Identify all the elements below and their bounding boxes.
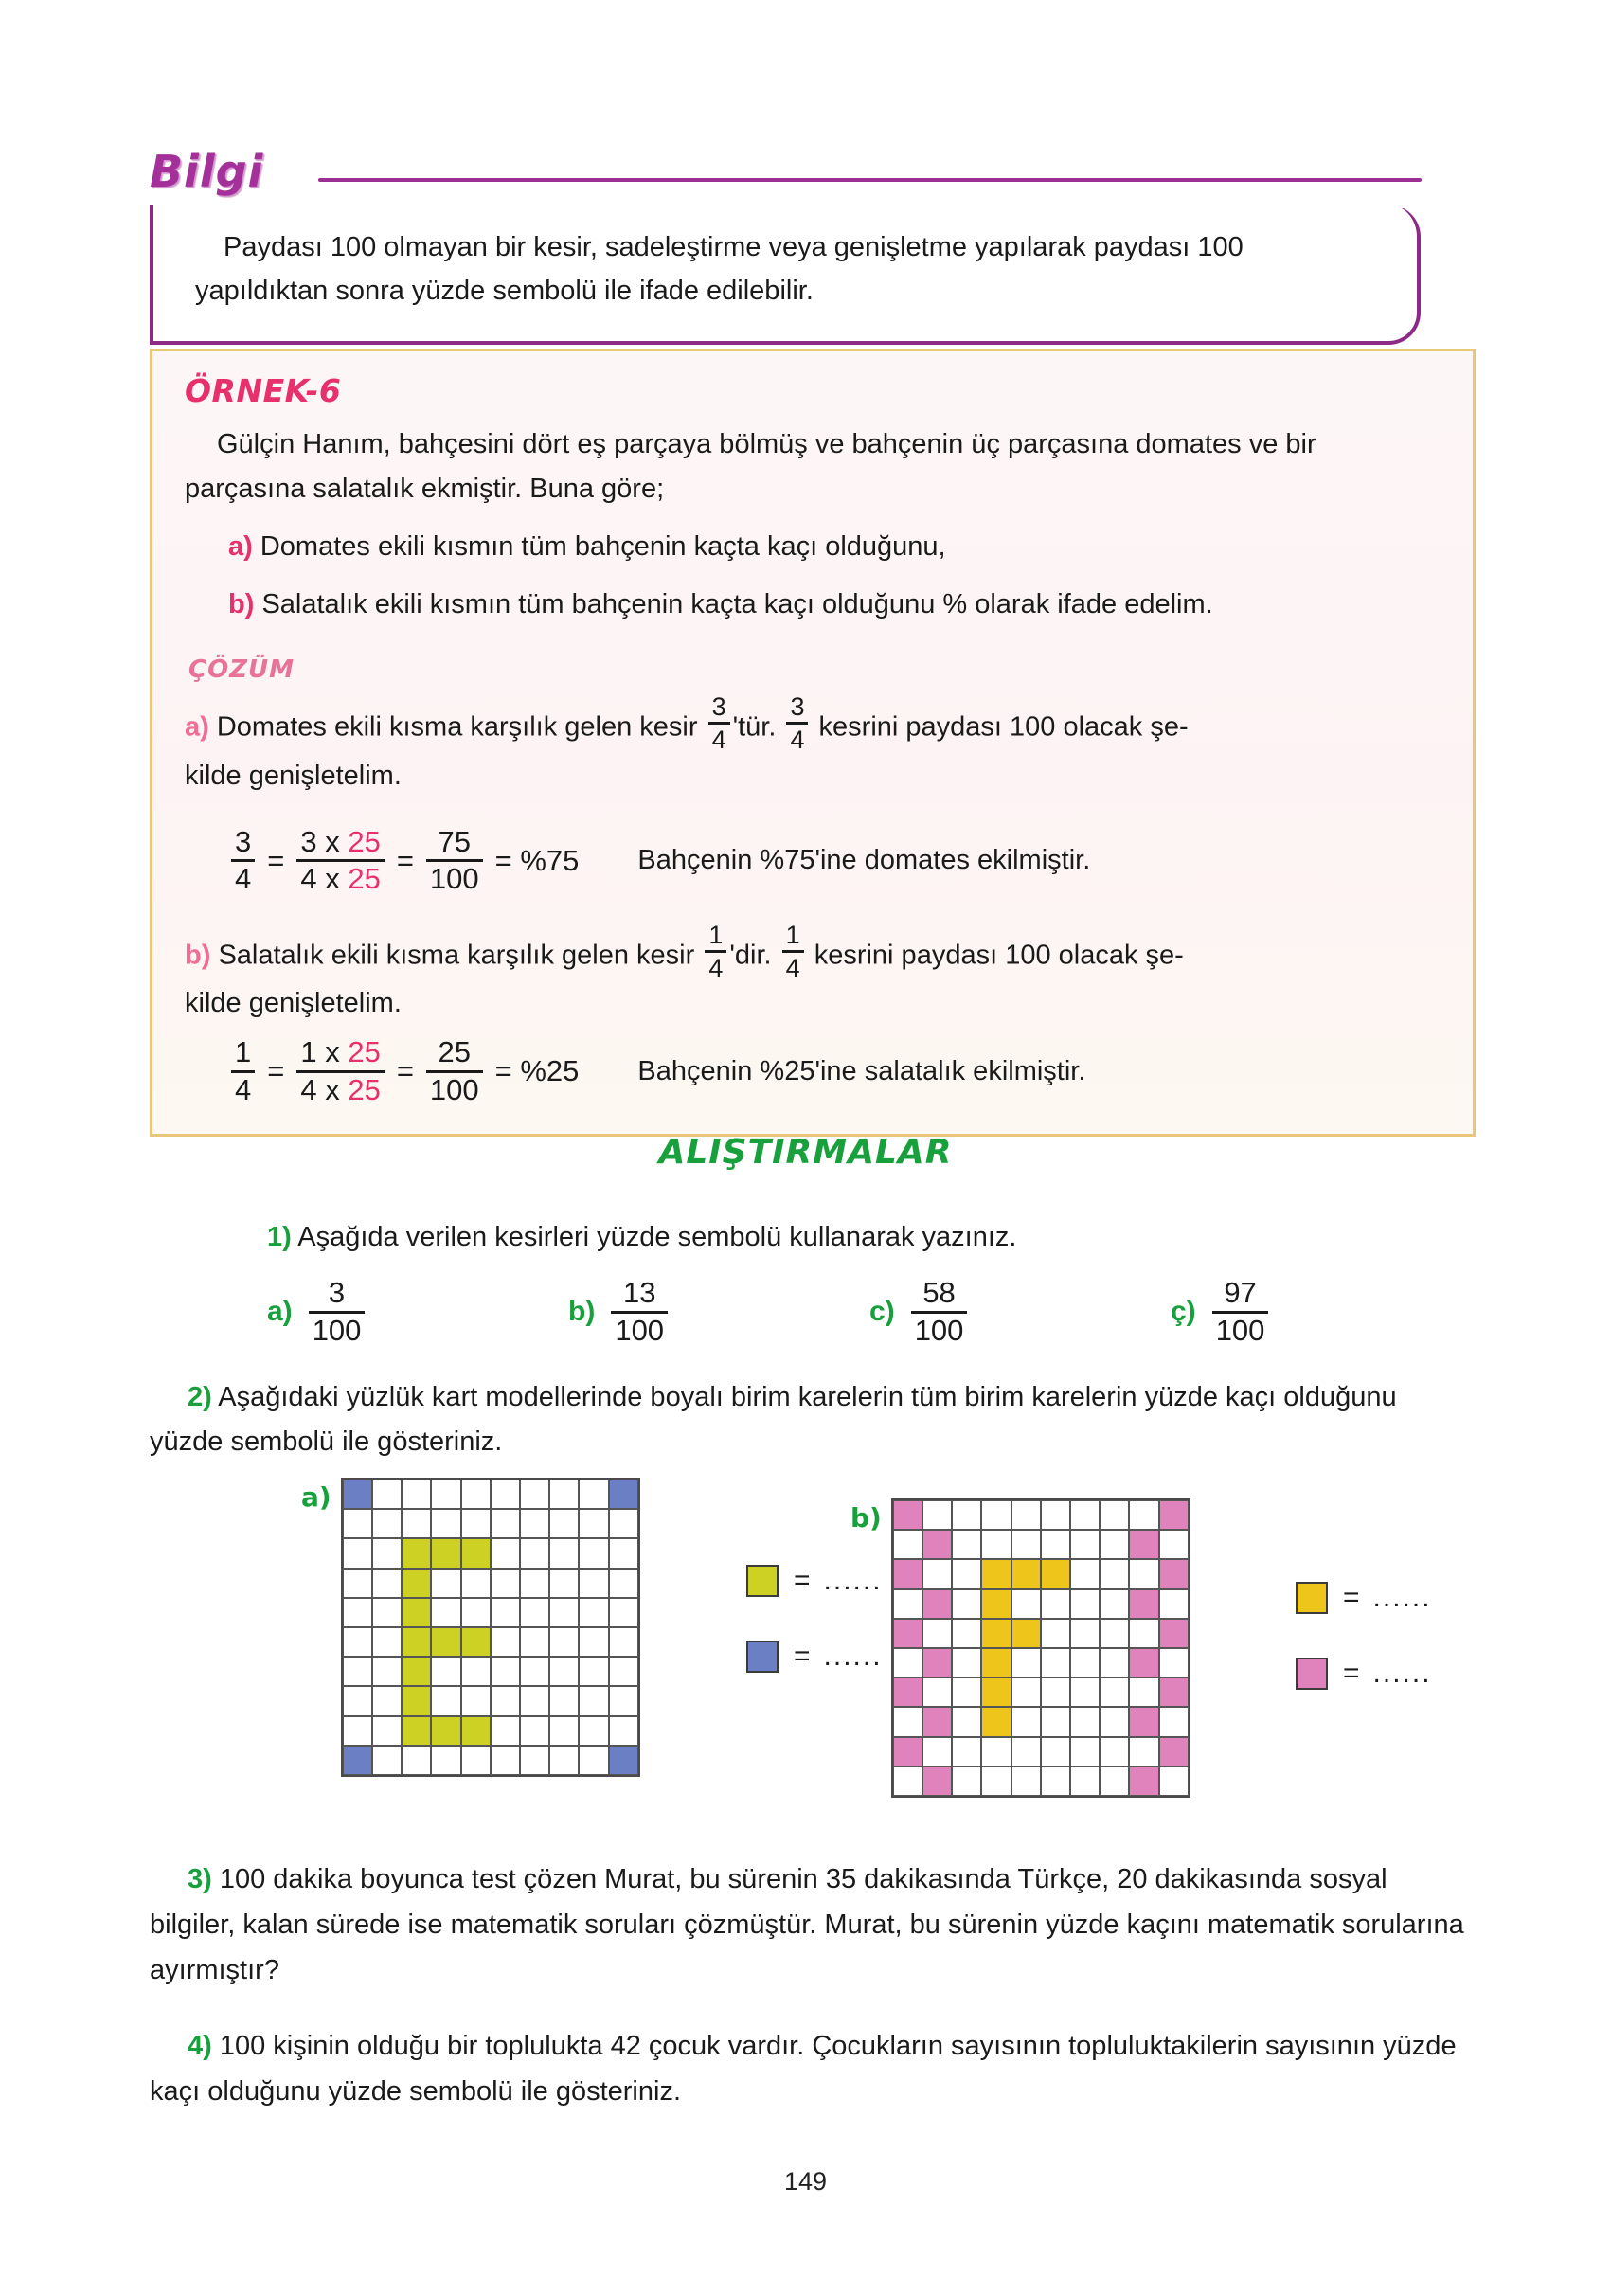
grid-cell [1011, 1737, 1041, 1767]
grid-cell [1129, 1737, 1158, 1767]
eq-a-f2: $\frac{3 x 25}{4 x 25}$ [296, 827, 384, 895]
grid-cell [1100, 1767, 1129, 1796]
exercise-1-items [267, 1278, 1479, 1346]
grid-cell [343, 1480, 372, 1509]
grid-cell [1041, 1767, 1070, 1796]
grid-cell [579, 1480, 608, 1509]
grid-cell [1129, 1619, 1158, 1648]
exercise-3-text: 100 dakika boyunca test çözen Murat, bu sürenin 35 dakikasında Türkçe, 20 dakikasında sosyal bilgiler, kalan sürede ise matematik soruları çözmüştür. Murat, bu sürenin yüzde kaçını matematik sorularına ayırmıştır? [150, 1864, 1464, 1985]
solution-a-equation [228, 824, 1441, 896]
grid-cell [1100, 1589, 1129, 1619]
fraction-c-cedilla: $\frac{97}{100}$ [1212, 1278, 1269, 1346]
grid-cell [1011, 1500, 1041, 1530]
solution-b-mid: 'dir. [729, 940, 772, 971]
eq-a-f1: $\frac{3}{4}$ [231, 827, 255, 895]
legend-swatch-pink-icon [1296, 1658, 1328, 1690]
grid-cell [1011, 1677, 1041, 1707]
eq-a-result: = %75 [494, 843, 580, 877]
grid-cell [461, 1657, 491, 1686]
grid-cell [952, 1767, 981, 1796]
grid-cell [1041, 1530, 1070, 1559]
grid-cell [952, 1648, 981, 1677]
grid-cell [1129, 1530, 1158, 1559]
legend-a-blank-2: ...... [823, 1641, 883, 1672]
hundred-grid-models [150, 1478, 1476, 1819]
grid-cell [579, 1686, 608, 1715]
eq-b-f3: $\frac{25}{100}$ [426, 1037, 483, 1105]
grid-cell [520, 1627, 549, 1657]
fraction-a: $\frac{3}{100}$ [309, 1278, 366, 1346]
eq-a-sentence: Bahçenin %75'ine domates ekilmiştir. [637, 845, 1091, 876]
legend-b-row-2 [1296, 1658, 1432, 1690]
eq-b-sentence: Bahçenin %25'ine salatalık ekilmiştir. [637, 1055, 1086, 1086]
grid-cell [893, 1619, 922, 1648]
legend-b-eq-1: = [1343, 1582, 1360, 1613]
grid-cell [549, 1538, 579, 1568]
grid-cell [1129, 1677, 1158, 1707]
grid-cell [431, 1538, 460, 1568]
grid-cell [1159, 1767, 1189, 1796]
exercise-3-label: 3) [188, 1864, 212, 1894]
grid-cell [1070, 1559, 1100, 1588]
grid-cell [549, 1569, 579, 1598]
grid-cell [372, 1569, 402, 1598]
legend-b-blank-2: ...... [1372, 1658, 1432, 1689]
grid-cell [1041, 1559, 1070, 1588]
grid-cell [981, 1589, 1011, 1619]
grid-cell [431, 1627, 460, 1657]
eq-b-f2: $\frac{1 x 25}{4 x 25}$ [296, 1037, 384, 1105]
grid-cell [1070, 1500, 1100, 1530]
grid-cell [1100, 1648, 1129, 1677]
eq-b-op1: = [267, 1054, 285, 1088]
grid-cell [1159, 1707, 1189, 1736]
grid-cell [402, 1627, 431, 1657]
grid-cell [431, 1686, 460, 1715]
exercise-3 [150, 1857, 1476, 1993]
grid-cell [491, 1746, 520, 1775]
solution-a-lead: Domates ekili kısma karşılık gelen kesir [216, 711, 698, 743]
grid-cell [461, 1598, 491, 1627]
grid-cell [579, 1627, 608, 1657]
solution-a-mid: 'tür. [732, 711, 777, 743]
grid-cell [893, 1767, 922, 1796]
solution-b-frac1: $\frac{1}{4}$ [705, 922, 726, 982]
grid-cell [1041, 1589, 1070, 1619]
grid-cell [491, 1686, 520, 1715]
grid-cell [343, 1538, 372, 1568]
grid-cell [520, 1509, 549, 1538]
grid-cell [1129, 1767, 1158, 1796]
grid-cell [491, 1716, 520, 1746]
grid-cell [579, 1538, 608, 1568]
grid-cell [402, 1746, 431, 1775]
grid-cell [1041, 1677, 1070, 1707]
model-a-label: a) [301, 1481, 331, 1513]
grid-cell [1011, 1589, 1041, 1619]
grid-cell [609, 1716, 638, 1746]
grid-cell [461, 1686, 491, 1715]
legend-a-eq-2: = [794, 1641, 811, 1672]
grid-cell [1070, 1589, 1100, 1619]
ornek-problem-text: Gülçin Hanım, bahçesini dört eş parçaya bölmüş ve bahçenin üç parçasına domates ve bir parçasına salatalık ekmiştir. Buna göre; [185, 429, 1316, 504]
exercise-2-label: 2) [188, 1382, 212, 1412]
grid-cell [491, 1598, 520, 1627]
grid-cell [893, 1707, 922, 1736]
grid-cell [893, 1677, 922, 1707]
grid-cell [372, 1716, 402, 1746]
grid-cell [1159, 1530, 1189, 1559]
legend-swatch-yellow-icon [1296, 1582, 1328, 1614]
grid-cell [372, 1480, 402, 1509]
grid-cell [1159, 1500, 1189, 1530]
exercise-2-text: Aşağıdaki yüzlük kart modellerinde boyalı birim karelerin tüm birim karelerin yüzde kaçı olduğunu yüzde sembolü ile gösteriniz. [150, 1382, 1397, 1457]
model-b-label: b) [850, 1502, 882, 1534]
grid-cell [609, 1686, 638, 1715]
legend-swatch-blue-icon [746, 1641, 779, 1673]
grid-cell [1129, 1707, 1158, 1736]
exercise-1-item-a: a) $\frac{3}{100}$ [267, 1278, 568, 1346]
legend-b-eq-2: = [1343, 1658, 1360, 1689]
grid-cell [431, 1509, 460, 1538]
grid-cell [952, 1677, 981, 1707]
grid-cell [922, 1737, 952, 1767]
eq-a-op2: = [396, 843, 414, 877]
bilgi-text-value: Paydası 100 olmayan bir kesir, sadeleştirme veya genişletme yapılarak paydası 100 yapıldıktan sonra yüzde sembolü ile ifade edilebilir. [195, 232, 1244, 306]
grid-cell [1011, 1530, 1041, 1559]
grid-cell [1070, 1677, 1100, 1707]
exercise-1-question [267, 1222, 1479, 1253]
grid-cell [981, 1619, 1011, 1648]
grid-cell [491, 1569, 520, 1598]
fraction-b: $\frac{13}{100}$ [611, 1278, 668, 1346]
grid-cell [549, 1746, 579, 1775]
grid-cell [520, 1686, 549, 1715]
grid-cell [893, 1648, 922, 1677]
grid-cell [1041, 1707, 1070, 1736]
cozum-title: ÇÖZÜM [188, 655, 295, 684]
grid-cell [461, 1509, 491, 1538]
grid-cell [520, 1716, 549, 1746]
grid-cell [579, 1716, 608, 1746]
grid-cell [549, 1627, 579, 1657]
ornek-problem [185, 422, 1441, 511]
fraction-c: $\frac{58}{100}$ [911, 1278, 968, 1346]
grid-cell [549, 1480, 579, 1509]
grid-cell [981, 1559, 1011, 1588]
grid-cell [1070, 1737, 1100, 1767]
grid-cell [981, 1677, 1011, 1707]
eq-a-op1: = [267, 843, 285, 877]
grid-cell [609, 1569, 638, 1598]
legend-a-eq-1: = [794, 1565, 811, 1596]
grid-cell [343, 1509, 372, 1538]
eq-b-f1: $\frac{1}{4}$ [231, 1037, 255, 1105]
grid-cell [609, 1657, 638, 1686]
grid-cell [343, 1627, 372, 1657]
exercise-4-label: 4) [188, 2031, 212, 2061]
alistirmalar-title: ALIŞTIRMALAR [658, 1133, 953, 1172]
grid-cell [549, 1509, 579, 1538]
solution-b-label: b) [185, 940, 211, 971]
model-b [850, 1498, 1190, 1798]
legend-swatch-yellowgreen-icon [746, 1565, 779, 1597]
ornek-item-a-label: a) [228, 531, 253, 562]
bilgi-body [150, 205, 1421, 345]
grid-cell [431, 1598, 460, 1627]
grid-cell [952, 1707, 981, 1736]
legend-b [1296, 1582, 1432, 1733]
page-number: 149 [783, 2167, 828, 2196]
grid-cell [922, 1767, 952, 1796]
solution-a [185, 693, 1441, 798]
grid-cell [1100, 1530, 1129, 1559]
grid-cell [491, 1480, 520, 1509]
grid-cell [1100, 1707, 1129, 1736]
grid-cell [609, 1538, 638, 1568]
solution-a-frac2: $\frac{3}{4}$ [786, 693, 808, 754]
grid-cell [922, 1559, 952, 1588]
ornek-title: ÖRNEK-6 [185, 372, 342, 409]
solution-a-tail2: kilde genişletelim. [185, 760, 402, 791]
solution-a-tail: kesrini paydası 100 olacak şe- [818, 711, 1189, 743]
grid-cell [922, 1530, 952, 1559]
exercise-2-question [150, 1375, 1476, 1464]
grid-cell [461, 1627, 491, 1657]
ornek-item-a [185, 525, 1441, 569]
solution-b-frac2: $\frac{1}{4}$ [782, 922, 804, 982]
grid-cell [402, 1716, 431, 1746]
grid-cell [579, 1598, 608, 1627]
grid-cell [952, 1500, 981, 1530]
grid-cell [549, 1657, 579, 1686]
grid-cell [893, 1589, 922, 1619]
grid-cell [1070, 1707, 1100, 1736]
grid-cell [1129, 1559, 1158, 1588]
grid-cell [1041, 1500, 1070, 1530]
grid-cell [1129, 1500, 1158, 1530]
grid-cell [1100, 1737, 1129, 1767]
grid-cell [520, 1480, 549, 1509]
grid-cell [372, 1598, 402, 1627]
grid-cell [343, 1716, 372, 1746]
grid-cell [1159, 1677, 1189, 1707]
grid-cell [1011, 1707, 1041, 1736]
grid-cell [372, 1509, 402, 1538]
grid-cell [461, 1538, 491, 1568]
grid-cell [520, 1538, 549, 1568]
solution-b-tail2: kilde genişletelim. [185, 988, 402, 1019]
grid-cell [343, 1686, 372, 1715]
legend-a-blank-1: ...... [823, 1565, 883, 1596]
grid-cell [981, 1500, 1011, 1530]
grid-cell [952, 1530, 981, 1559]
grid-cell [431, 1746, 460, 1775]
grid-cell [520, 1569, 549, 1598]
grid-cell [343, 1569, 372, 1598]
exercise-1-item-c: c) $\frac{58}{100}$ [869, 1278, 1171, 1346]
bilgi-text [195, 225, 1379, 313]
grid-cell [1129, 1589, 1158, 1619]
grid-cell [402, 1569, 431, 1598]
grid-cell [402, 1509, 431, 1538]
grid-cell [1011, 1559, 1041, 1588]
grid-cell [1070, 1619, 1100, 1648]
grid-cell [579, 1746, 608, 1775]
solution-b-tail: kesrini paydası 100 olacak şe- [814, 940, 1184, 971]
solution-b-equation [228, 1037, 1441, 1105]
grid-cell [461, 1480, 491, 1509]
grid-cell [343, 1746, 372, 1775]
grid-cell [893, 1737, 922, 1767]
grid-cell [981, 1737, 1011, 1767]
ornek-item-b-text: Salatalık ekili kısmın tüm bahçenin kaçta kaçı olduğunu % olarak ifade edelim. [261, 589, 1213, 619]
grid-cell [1070, 1530, 1100, 1559]
grid-cell [343, 1657, 372, 1686]
grid-cell [461, 1746, 491, 1775]
ornek-item-b [185, 583, 1441, 627]
grid-cell [520, 1598, 549, 1627]
grid-cell [981, 1530, 1011, 1559]
grid-cell [1070, 1767, 1100, 1796]
grid-cell [922, 1677, 952, 1707]
grid-cell [491, 1627, 520, 1657]
grid-cell [402, 1657, 431, 1686]
grid-cell [893, 1559, 922, 1588]
grid-cell [1041, 1648, 1070, 1677]
grid-cell [1100, 1500, 1129, 1530]
ornek-item-a-text: Domates ekili kısmın tüm bahçenin kaçta kaçı olduğunu, [260, 531, 946, 562]
grid-cell [1041, 1737, 1070, 1767]
exercise-1 [267, 1222, 1479, 1346]
grid-cell [372, 1746, 402, 1775]
grid-cell [372, 1627, 402, 1657]
grid-cell [1070, 1648, 1100, 1677]
grid-cell [1159, 1589, 1189, 1619]
grid-cell [1100, 1677, 1129, 1707]
grid-cell [1159, 1737, 1189, 1767]
grid-cell [952, 1589, 981, 1619]
solution-a-frac1: $\frac{3}{4}$ [708, 693, 730, 754]
ornek-box [150, 349, 1476, 1137]
grid-cell [981, 1648, 1011, 1677]
grid-cell [461, 1716, 491, 1746]
grid-cell [893, 1500, 922, 1530]
exercise-1-item-b: b) $\frac{13}{100}$ [568, 1278, 869, 1346]
eq-b-result: = %25 [494, 1054, 580, 1088]
grid-cell [1159, 1619, 1189, 1648]
grid-cell [402, 1538, 431, 1568]
eq-b-op2: = [396, 1054, 414, 1088]
model-a [301, 1478, 640, 1777]
exercise-1-item-c-cedilla: ç) $\frac{97}{100}$ [1171, 1278, 1271, 1346]
grid-cell [609, 1509, 638, 1538]
exercise-2 [150, 1375, 1476, 1464]
grid-cell [491, 1538, 520, 1568]
grid-cell [952, 1619, 981, 1648]
grid-cell [402, 1598, 431, 1627]
solution-a-label: a) [185, 711, 209, 743]
grid-cell [491, 1509, 520, 1538]
legend-b-blank-1: ...... [1372, 1582, 1432, 1613]
grid-cell [549, 1716, 579, 1746]
bilgi-box [150, 146, 1471, 345]
grid-cell [579, 1569, 608, 1598]
solution-b [185, 922, 1441, 1027]
grid-cell [922, 1619, 952, 1648]
grid-cell [372, 1657, 402, 1686]
grid-cell [609, 1746, 638, 1775]
legend-b-row-1 [1296, 1582, 1432, 1614]
grid-cell [922, 1500, 952, 1530]
grid-cell [922, 1648, 952, 1677]
grid-cell [1159, 1648, 1189, 1677]
grid-cell [491, 1657, 520, 1686]
grid-cell [893, 1530, 922, 1559]
grid-cell [461, 1569, 491, 1598]
grid-cell [981, 1767, 1011, 1796]
grid-cell [431, 1569, 460, 1598]
grid-cell [343, 1598, 372, 1627]
grid-cell [520, 1746, 549, 1775]
grid-cell [609, 1598, 638, 1627]
bilgi-title: Bilgi [150, 146, 264, 197]
grid-cell [402, 1480, 431, 1509]
bilgi-rule [318, 178, 1422, 182]
bilgi-header [150, 146, 1471, 205]
grid-cell [402, 1686, 431, 1715]
grid-cell [1100, 1559, 1129, 1588]
grid-cell [922, 1589, 952, 1619]
exercise-4-text: 100 kişinin olduğu bir toplulukta 42 çocuk vardır. Çocukların sayısının topluluktakilerin sayısının yüzde kaçı olduğunu yüzde sembolü ile gösteriniz. [150, 2031, 1457, 2107]
exercise-4 [150, 2023, 1476, 2114]
grid-cell [952, 1559, 981, 1588]
grid-cell [1041, 1619, 1070, 1648]
grid-cell [922, 1707, 952, 1736]
grid-cell [431, 1480, 460, 1509]
solution-b-lead: Salatalık ekili kısma karşılık gelen kesir [218, 940, 695, 971]
ornek-item-b-label: b) [228, 589, 255, 619]
grid-cell [981, 1707, 1011, 1736]
grid-cell [1129, 1648, 1158, 1677]
grid-cell [609, 1627, 638, 1657]
grid-cell [1011, 1648, 1041, 1677]
grid-model-a [341, 1478, 640, 1777]
grid-cell [1011, 1767, 1041, 1796]
grid-cell [579, 1509, 608, 1538]
grid-cell [520, 1657, 549, 1686]
grid-cell [1100, 1619, 1129, 1648]
grid-cell [431, 1716, 460, 1746]
grid-cell [952, 1737, 981, 1767]
grid-cell [1011, 1619, 1041, 1648]
grid-cell [1159, 1559, 1189, 1588]
grid-cell [431, 1657, 460, 1686]
grid-cell [609, 1480, 638, 1509]
grid-model-b [891, 1498, 1190, 1798]
eq-a-f3: $\frac{75}{100}$ [426, 827, 483, 895]
grid-cell [549, 1686, 579, 1715]
grid-cell [549, 1598, 579, 1627]
grid-cell [372, 1686, 402, 1715]
grid-cell [372, 1538, 402, 1568]
grid-cell [579, 1657, 608, 1686]
exercise-1-text: Aşağıda verilen kesirleri yüzde sembolü kullanarak yazınız. [297, 1222, 1017, 1252]
exercise-1-label: 1) [267, 1222, 292, 1252]
